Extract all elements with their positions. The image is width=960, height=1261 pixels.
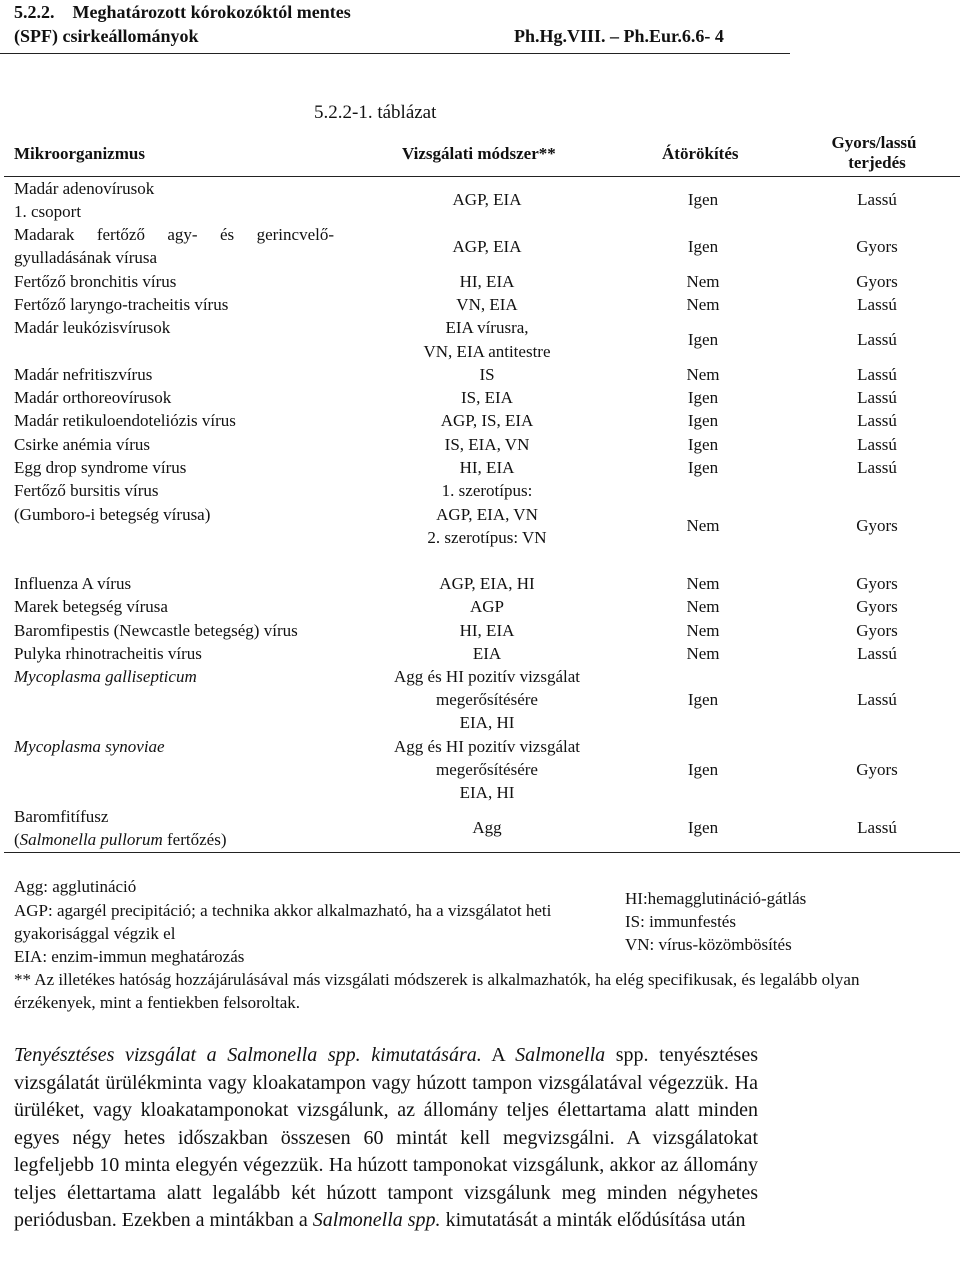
table-cell-spread: Gyors	[856, 272, 898, 291]
table-cell-name: Fertőző bronchitis vírus	[14, 272, 177, 291]
table-cell-name: Influenza A vírus	[14, 574, 132, 593]
table-cell-method: 1. szerotípus:	[441, 481, 533, 500]
species-name: Salmonella pullorum	[19, 830, 163, 849]
table-cell-transfer: Igen	[687, 330, 719, 349]
table-cell-method-line3: 2. szerotípus: VN	[427, 528, 547, 547]
table-bottom-rule	[4, 852, 960, 853]
table-cell-transfer: Nem	[686, 574, 720, 593]
table-cell-name: Madár adenovírusok	[14, 179, 155, 198]
section-subtitle: (SPF) csirkeállományok	[14, 26, 199, 46]
table-cell-transfer: Nem	[686, 597, 720, 616]
table-cell-method: Agg	[472, 818, 502, 837]
table-cell-name: Mycoplasma synoviae	[14, 737, 165, 756]
table-cell-method: AGP, EIA, HI	[439, 574, 535, 593]
table-cell-spread: Lassú	[857, 365, 897, 384]
table-cell-transfer: Nem	[686, 272, 720, 291]
table-cell-method: HI, EIA	[459, 621, 515, 640]
table-cell-method-line2: megerősítésére	[436, 760, 538, 779]
section-subtitle-line	[14, 24, 784, 48]
paragraph-species: Salmonella	[515, 1044, 606, 1066]
legend-agp: AGP: agargél precipitáció; a technika akkor alkalmazható, ha a vizsgálatot heti	[14, 901, 552, 920]
table-cell-spread: Lassú	[857, 458, 897, 477]
table-cell-spread: Lassú	[857, 644, 897, 663]
table-cell-method-line2: VN, EIA antitestre	[423, 342, 551, 361]
table-cell-method: EIA vírusra,	[445, 318, 529, 337]
table-cell-spread: Gyors	[856, 597, 898, 616]
table-cell-spread: Lassú	[857, 690, 897, 709]
paragraph-title: Tenyésztéses vizsgálat a Salmonella spp. kimutatására.	[14, 1044, 482, 1066]
table-cell-spread: Gyors	[856, 760, 898, 779]
table-cell-method: AGP, IS, EIA	[440, 411, 534, 430]
table-cell-name: Madár nefritiszvírus	[14, 365, 153, 384]
table-cell-spread: Lassú	[857, 435, 897, 454]
table-cell-name: Madár leukózisvírusok	[14, 318, 171, 337]
table-cell-transfer: Nem	[686, 295, 720, 314]
document-header	[14, 0, 784, 48]
table-cell-method: IS, EIA, VN	[444, 435, 530, 454]
table-cell-method-line2: megerősítésére	[436, 690, 538, 709]
legend-eia: EIA: enzim-immun meghatározás	[14, 947, 245, 966]
column-header-method: Vizsgálati módszer**	[402, 144, 556, 163]
table-cell-transfer: Igen	[687, 690, 719, 709]
body-paragraph	[14, 1042, 758, 1235]
table-cell-method: HI, EIA	[459, 272, 515, 291]
table-cell-transfer: Igen	[687, 411, 719, 430]
section-title: 5.2.2. Meghatározott kórokozóktól mentes	[14, 2, 351, 22]
table-cell-method: IS, EIA	[461, 388, 513, 407]
column-header-microorganism: Mikroorganizmus	[14, 144, 145, 163]
table-cell-name: Mycoplasma gallisepticum	[14, 667, 197, 686]
table-cell-spread: Gyors	[856, 516, 898, 535]
table-cell-transfer: Nem	[686, 644, 720, 663]
paragraph-species: Salmonella spp.	[312, 1209, 441, 1231]
pharmacopoeia-code: Ph.Hg.VIII. – Ph.Eur.6.6- 4	[514, 26, 724, 46]
column-header-spread-line2: terjedés	[848, 153, 906, 173]
table-cell-transfer: Igen	[687, 237, 719, 256]
table-cell-name-line2	[14, 830, 226, 850]
table-top-rule	[4, 176, 960, 177]
table-cell-method: AGP	[469, 597, 505, 616]
paragraph-text: spp. tenyésztéses vizsgálatát ürülékminta vagy kloakatampon vagy húzott tampon vizsgálatával végezzük. Ha ürüléket, vagy kloakatamponokat vizsgálunk, az állomány teljes élettartama alatt minden egyes négy hetes időszakban összesen 60 mintát kell megvizsgálni. A vizsgálatokat legfeljebb 10 minta elegyén végezzük. Ha húzott tamponokat vizsgálunk, akkor az állomány teljes élettartama alatt legalább két húzott tampont vizsgálunk meg minden négyhetes periódusban. Ezekben a mintákban a	[14, 1044, 758, 1231]
table-cell-name-line2: (Gumboro-i betegség vírusa)	[14, 505, 211, 524]
legend-agg: Agg: agglutináció	[14, 877, 137, 896]
table-cell-method-line3: EIA, HI	[459, 783, 515, 802]
legend-is: IS: immunfestés	[625, 912, 736, 931]
table-cell-spread: Lassú	[857, 330, 897, 349]
table-cell-spread: Lassú	[857, 295, 897, 314]
column-header-spread-line1: Gyors/lassú	[831, 133, 917, 152]
table-cell-spread: Lassú	[857, 190, 897, 209]
table-cell-name: Egg drop syndrome vírus	[14, 458, 187, 477]
table-cell-name: Madár retikuloendoteliózis vírus	[14, 411, 236, 430]
table-cell-transfer: Igen	[687, 190, 719, 209]
table-cell-method: EIA	[472, 644, 502, 663]
infection-label: fertőzés)	[162, 830, 227, 849]
table-cell-method: Agg és HI pozitív vizsgálat	[393, 737, 581, 756]
table-cell-spread: Gyors	[856, 621, 898, 640]
legend-vn: VN: vírus-közömbösítés	[625, 935, 792, 954]
paren-open: (	[14, 830, 20, 849]
table-cell-method-line3: EIA, HI	[459, 713, 515, 732]
table-cell-name-line2: gyulladásának vírusa	[14, 248, 158, 267]
table-cell-method: HI, EIA	[459, 458, 515, 477]
paragraph-text: kimutatását a minták elődúsítása után	[440, 1209, 746, 1231]
legend-hi: HI:hemagglutináció-gátlás	[625, 889, 807, 908]
table-cell-method: IS	[479, 365, 495, 384]
table-cell-transfer: Nem	[686, 365, 720, 384]
table-caption: 5.2.2-1. táblázat	[314, 102, 437, 123]
table-cell-method-line2: AGP, EIA, VN	[436, 505, 538, 524]
table-cell-name: Baromfipestis (Newcastle betegség) vírus	[14, 621, 298, 640]
table-cell-method: VN, EIA	[456, 295, 518, 314]
table-cell-spread: Lassú	[857, 411, 897, 430]
table-cell-transfer: Igen	[687, 818, 719, 837]
header-rule	[0, 53, 790, 54]
table-cell-method: AGP, EIA	[452, 190, 522, 209]
column-header-transfer: Átörökítés	[662, 144, 739, 163]
table-cell-transfer: Igen	[687, 435, 719, 454]
table-cell-name: Baromfitífusz	[14, 807, 109, 826]
legend-agp-line2: gyakorisággal végzik el	[14, 924, 176, 943]
paragraph-text: A	[481, 1044, 516, 1066]
table-cell-transfer: Igen	[687, 388, 719, 407]
table-cell-name-line2: 1. csoport	[14, 202, 82, 221]
table-cell-name: Madarak fertőző agy- és gerincvelő-	[14, 225, 334, 244]
table-cell-spread: Gyors	[856, 574, 898, 593]
table-cell-transfer: Igen	[687, 458, 719, 477]
table-cell-name: Pulyka rhinotracheitis vírus	[14, 644, 202, 663]
table-cell-spread: Lassú	[857, 388, 897, 407]
table-cell-transfer: Nem	[686, 516, 720, 535]
column-header-spread	[832, 133, 922, 174]
table-cell-transfer: Nem	[686, 621, 720, 640]
table-cell-method: AGP, EIA	[452, 237, 522, 256]
table-cell-name: Fertőző laryngo-tracheitis vírus	[14, 295, 229, 314]
table-cell-name: Madár orthoreovírusok	[14, 388, 172, 407]
table-cell-spread: Lassú	[857, 818, 897, 837]
table-cell-name: Csirke anémia vírus	[14, 435, 150, 454]
table-cell-spread: Gyors	[856, 237, 898, 256]
table-cell-transfer: Igen	[687, 760, 719, 779]
footnote: ** Az illetékes hatóság hozzájárulásával más vizsgálati módszerek is alkalmazhatók, ha elég specifikusak, és legalább olyan érzékenyek, mint a fentiekben felsoroltak.	[14, 970, 860, 1012]
table-cell-name: Marek betegség vírusa	[14, 597, 168, 616]
table-cell-name: Fertőző bursitis vírus	[14, 481, 159, 500]
table-cell-method: Agg és HI pozitív vizsgálat	[393, 667, 581, 686]
